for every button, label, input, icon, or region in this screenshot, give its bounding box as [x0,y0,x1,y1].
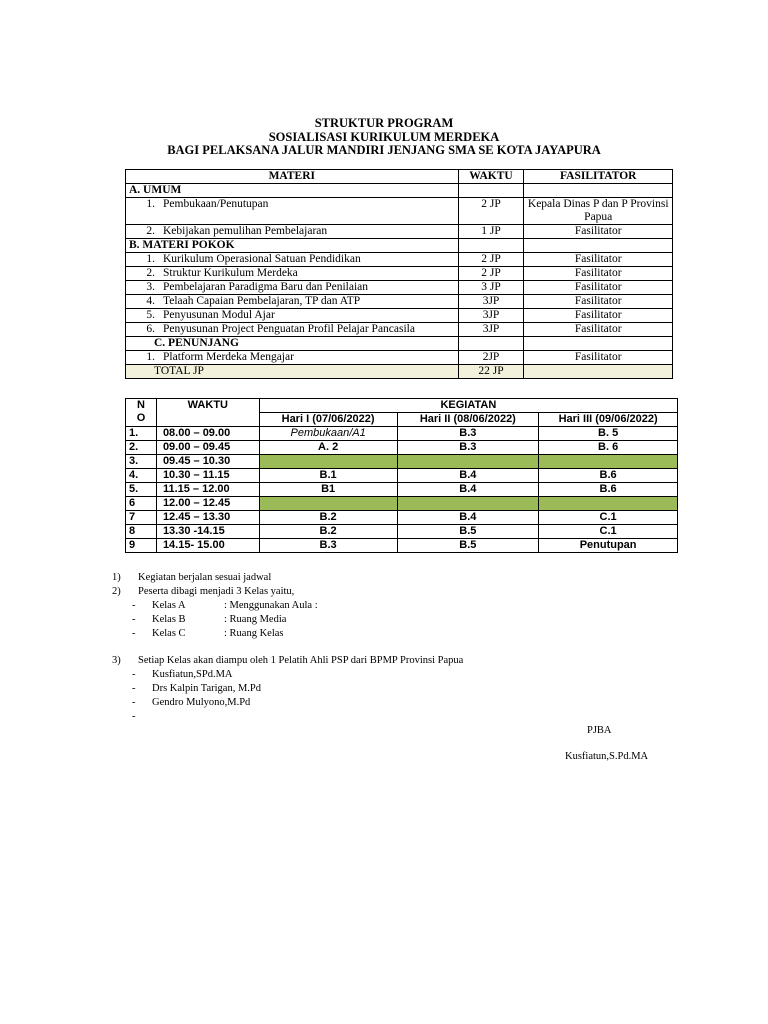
section-c-label: C. PENUNJANG [126,337,459,351]
row-day-3: B. 5 [539,427,678,441]
item-materi: Penyusunan Modul Ajar [163,309,275,321]
item-waktu: 2JP [458,351,524,365]
row-day-2: B.3 [397,427,539,441]
row-no: 2. [126,441,157,455]
program-row [126,309,673,323]
row-day-2 [397,497,539,511]
item-waktu: 2 JP [458,253,524,267]
item-materi: Struktur Kurikulum Merdeka [163,267,298,279]
header-day-1: Hari I (07/06/2022) [259,413,397,427]
row-day-3: C.1 [539,525,678,539]
program-row [126,253,673,267]
row-no: 6 [126,497,157,511]
row-time: 10.30 – 11.15 [156,469,259,483]
program-row [126,295,673,309]
schedule-table [125,398,678,553]
row-time: 09.45 – 10.30 [156,455,259,469]
note-2: 2) Peserta dibagi menjadi 3 Kelas yaitu, [112,586,295,597]
item-fasilitator: Fasilitator [524,267,673,281]
item-fasilitator: Fasilitator [524,225,673,239]
schedule-row [126,511,678,525]
row-day-3: B.6 [539,469,678,483]
row-day-1: B1 [259,483,397,497]
trainer-item: - Drs Kalpin Tarigan, M.Pd [132,683,262,694]
item-fasilitator: Fasilitator [524,323,673,337]
schedule-row [126,483,678,497]
item-fasilitator: Fasilitator [524,295,673,309]
item-number: 1. [146,198,155,210]
schedule-row-break [126,455,678,469]
program-header-row [126,170,673,184]
row-time: 09.00 – 09.45 [156,441,259,455]
section-row [126,184,673,198]
schedule-row [126,469,678,483]
item-number: 2. [146,267,155,279]
item-number: 2. [146,225,155,237]
row-no: 8 [126,525,157,539]
row-no: 4. [126,469,157,483]
class-item: - Kelas A : Menggunakan Aula : [132,600,318,611]
item-fasilitator: Fasilitator [524,351,673,365]
row-time: 08.00 – 09.00 [156,427,259,441]
row-time: 14.15- 15.00 [156,539,259,553]
trainer-item: - Kusfiatun,SPd.MA [132,669,233,680]
item-waktu: 1 JP [458,225,524,239]
row-day-1: B.2 [259,511,397,525]
row-no: 1. [126,427,157,441]
total-row [126,365,673,379]
row-no: 5. [126,483,157,497]
row-day-3 [539,497,678,511]
item-number: 6. [146,323,155,335]
item-materi: Pembelajaran Paradigma Baru dan Penilaian [163,281,369,293]
trainer-item: - [132,711,136,722]
item-fasilitator: Fasilitator [524,253,673,267]
schedule-header-row [126,399,678,413]
header-waktu: WAKTU [458,170,524,184]
item-materi: Kurikulum Operasional Satuan Pendidikan [163,253,361,265]
item-waktu: 3JP [458,323,524,337]
item-materi: Platform Merdeka Mengajar [163,351,294,363]
notes-block-2 [112,654,463,724]
row-day-2 [397,455,539,469]
header-day-2: Hari II (08/06/2022) [397,413,539,427]
item-waktu: 3JP [458,309,524,323]
item-waktu: 2 JP [458,267,524,281]
title-line-1: STRUKTUR PROGRAM [314,116,454,130]
program-row [126,281,673,295]
header-day-3: Hari III (09/06/2022) [539,413,678,427]
row-day-2: B.5 [397,525,539,539]
row-day-1: B.2 [259,525,397,539]
header-fasilitator: FASILITATOR [524,170,673,184]
item-number: 3. [146,281,155,293]
title-line-3: BAGI PELAKSANA JALUR MANDIRI JENJANG SMA SE KOTA JAYAPURA [167,143,601,157]
row-time: 13.30 -14.15 [156,525,259,539]
class-item: - Kelas C : Ruang Kelas [132,628,284,639]
section-row [126,239,673,253]
item-fasilitator: Kepala Dinas P dan P Provinsi Papua [524,198,673,225]
row-no: 7 [126,511,157,525]
row-day-1: B.3 [259,539,397,553]
row-time: 12.00 – 12.45 [156,497,259,511]
item-waktu: 3 JP [458,281,524,295]
row-day-3: B. 6 [539,441,678,455]
program-row [126,198,673,225]
schedule-row [126,441,678,455]
note-1: 1) Kegiatan berjalan sesuai jadwal [112,572,272,583]
item-materi: Kebijakan pemulihan Pembelajaran [163,225,328,237]
row-time: 11.15 – 12.00 [156,483,259,497]
signature-role: PJBA [587,725,612,736]
class-item: - Kelas B : Ruang Media [132,614,287,625]
row-day-1 [259,455,397,469]
row-day-1: B.1 [259,469,397,483]
row-day-2: B.4 [397,483,539,497]
program-row [126,323,673,337]
total-label: TOTAL JP [126,365,459,379]
item-number: 4. [146,295,155,307]
item-waktu: 3JP [458,295,524,309]
row-day-3 [539,455,678,469]
row-day-2: B.4 [397,469,539,483]
row-day-3: Penutupan [539,539,678,553]
program-row [126,351,673,365]
row-time: 12.45 – 13.30 [156,511,259,525]
item-materi: Pembukaan/Penutupan [163,198,269,210]
item-materi: Telaah Capaian Pembelajaran, TP dan ATP [163,295,361,307]
title-line-2: SOSIALISASI KURIKULUM MERDEKA [268,130,500,144]
header-materi: MATERI [126,170,459,184]
program-row [126,267,673,281]
row-no: 3. [126,455,157,469]
item-number: 1. [146,351,155,363]
section-row [126,337,673,351]
schedule-row [126,525,678,539]
item-fasilitator: Fasilitator [524,309,673,323]
notes-block-1 [112,571,318,641]
program-row [126,225,673,239]
row-day-2: B.3 [397,441,539,455]
header-no: N O [126,399,157,427]
section-a-label: A. UMUM [126,184,459,198]
row-day-1: Pembukaan/A1 [259,427,397,441]
item-number: 5. [146,309,155,321]
row-day-1: A. 2 [259,441,397,455]
item-waktu: 2 JP [458,198,524,225]
signature-name: Kusfiatun,S.Pd.MA [565,751,649,762]
trainer-item: - Gendro Mulyono,M.Pd [132,697,251,708]
program-table [125,169,673,379]
row-day-3: B.6 [539,483,678,497]
section-b-label: B. MATERI POKOK [126,239,459,253]
schedule-row-break [126,497,678,511]
row-day-1 [259,497,397,511]
note-3: 3) Setiap Kelas akan diampu oleh 1 Pelatih Ahli PSP dari BPMP Provinsi Papua [112,655,464,666]
header-kegiatan: KEGIATAN [259,399,677,413]
item-fasilitator: Fasilitator [524,281,673,295]
schedule-row [126,427,678,441]
header-waktu: WAKTU [156,399,259,427]
schedule-row [126,539,678,553]
row-day-2: B.5 [397,539,539,553]
item-number: 1. [146,253,155,265]
row-no: 9 [126,539,157,553]
row-day-3: C.1 [539,511,678,525]
item-materi: Penyusunan Project Penguatan Profil Pelajar Pancasila [163,323,415,335]
total-value: 22 JP [458,365,524,379]
row-day-2: B.4 [397,511,539,525]
